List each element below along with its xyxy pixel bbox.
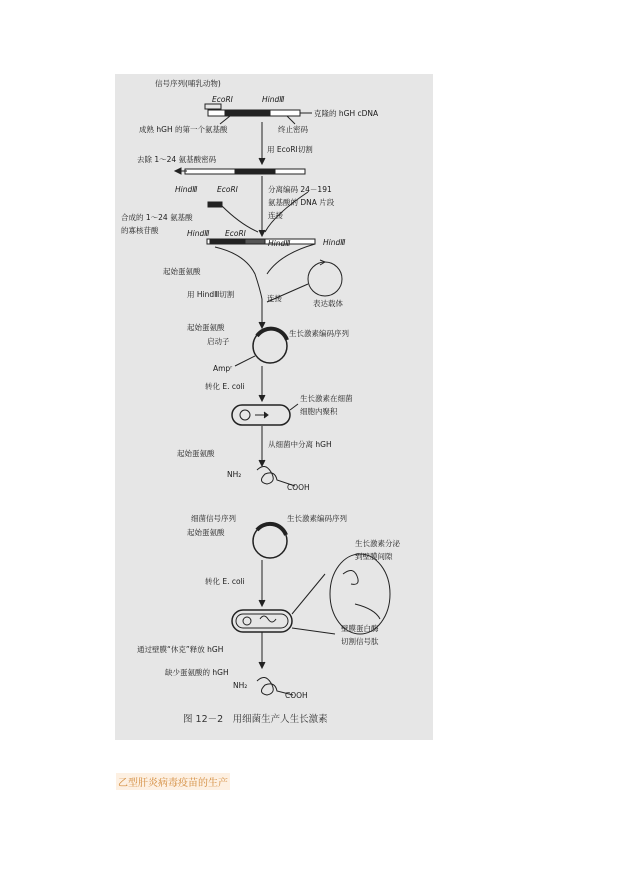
label-accum-1: 生长激素在细菌	[300, 394, 353, 403]
label-hindiii-4: HindⅢ	[268, 239, 291, 248]
label-cooh-1: COOH	[287, 483, 310, 492]
label-hindiii-3: HindⅢ	[187, 229, 210, 238]
hbv-vaccine-link[interactable]: 乙型肝炎病毒疫苗的生产	[116, 773, 230, 790]
label-bact-signal: 细菌信号序列	[191, 514, 236, 523]
label-transform-2: 转化 E. coli	[205, 577, 245, 586]
label-separate-1: 分离编码 24－191	[268, 185, 332, 194]
label-start-met-2: 起始蛋氨酸	[187, 323, 225, 332]
label-ligate-1: 连接	[268, 211, 283, 220]
label-osmotic: 通过壁膜“休克”释放 hGH	[137, 645, 224, 654]
label-hindiii-1: HindⅢ	[262, 95, 285, 104]
label-signal-seq: 信号序列(哺乳动物)	[155, 79, 221, 88]
figure-caption: 图 12－2 用细菌生产人生长激素	[183, 714, 328, 725]
label-ligate-2: 连接	[267, 294, 282, 303]
label-cooh-2: COOH	[285, 691, 308, 700]
label-remove-codons: 去除 1～24 氨基酸密码	[137, 155, 217, 164]
label-gh-coding-1: 生长激素编码序列	[289, 329, 349, 338]
label-ecori-1: EcoRⅠ	[212, 95, 233, 104]
label-hindiii-5: HindⅢ	[323, 238, 346, 247]
label-expr-vector: 表达载体	[313, 299, 343, 308]
label-peri-1: 壁膜蛋白酶	[341, 624, 379, 633]
label-peri-2: 切割信号肽	[341, 637, 379, 646]
label-nh2-2: NH₂	[233, 681, 248, 690]
label-isolate: 从细菌中分离 hGH	[268, 440, 332, 449]
label-stop-codon: 终止密码	[278, 125, 308, 134]
figure-image	[115, 74, 433, 740]
label-first-aa: 成熟 hGH 的第一个氨基酸	[139, 125, 228, 134]
label-start-met-4: 起始蛋氨酸	[187, 528, 225, 537]
label-ecori-2: EcoRⅠ	[217, 185, 238, 194]
label-accum-2: 细胞内聚积	[300, 407, 338, 416]
label-secrete-2: 到壁膜间隙	[355, 552, 393, 561]
label-cut-ecori: 用 EcoRⅠ切割	[267, 145, 313, 154]
label-synth-1: 合成的 1～24 氨基酸	[121, 213, 193, 222]
label-hindiii-2: HindⅢ	[175, 185, 198, 194]
figure-diagram	[115, 74, 433, 740]
label-no-met: 缺少蛋氨酸的 hGH	[165, 668, 229, 677]
label-cloned-cdna: 克隆的 hGH cDNA	[314, 109, 379, 118]
label-ampr: Ampʳ	[213, 364, 233, 373]
label-ecori-3: EcoRⅠ	[225, 229, 246, 238]
label-secrete-1: 生长激素分泌	[355, 539, 400, 548]
label-transform-1: 转化 E. coli	[205, 382, 245, 391]
label-gh-coding-2: 生长激素编码序列	[287, 514, 347, 523]
label-promoter: 启动子	[207, 337, 230, 346]
label-separate-2: 氨基酸的 DNA 片段	[268, 198, 335, 207]
label-nh2-1: NH₂	[227, 470, 242, 479]
label-start-met-1: 起始蛋氨酸	[163, 267, 201, 276]
label-start-met-3: 起始蛋氨酸	[177, 449, 215, 458]
label-cut-hindiii: 用 HindⅢ切割	[187, 290, 235, 299]
label-synth-2: 的寡核苷酸	[121, 226, 159, 235]
